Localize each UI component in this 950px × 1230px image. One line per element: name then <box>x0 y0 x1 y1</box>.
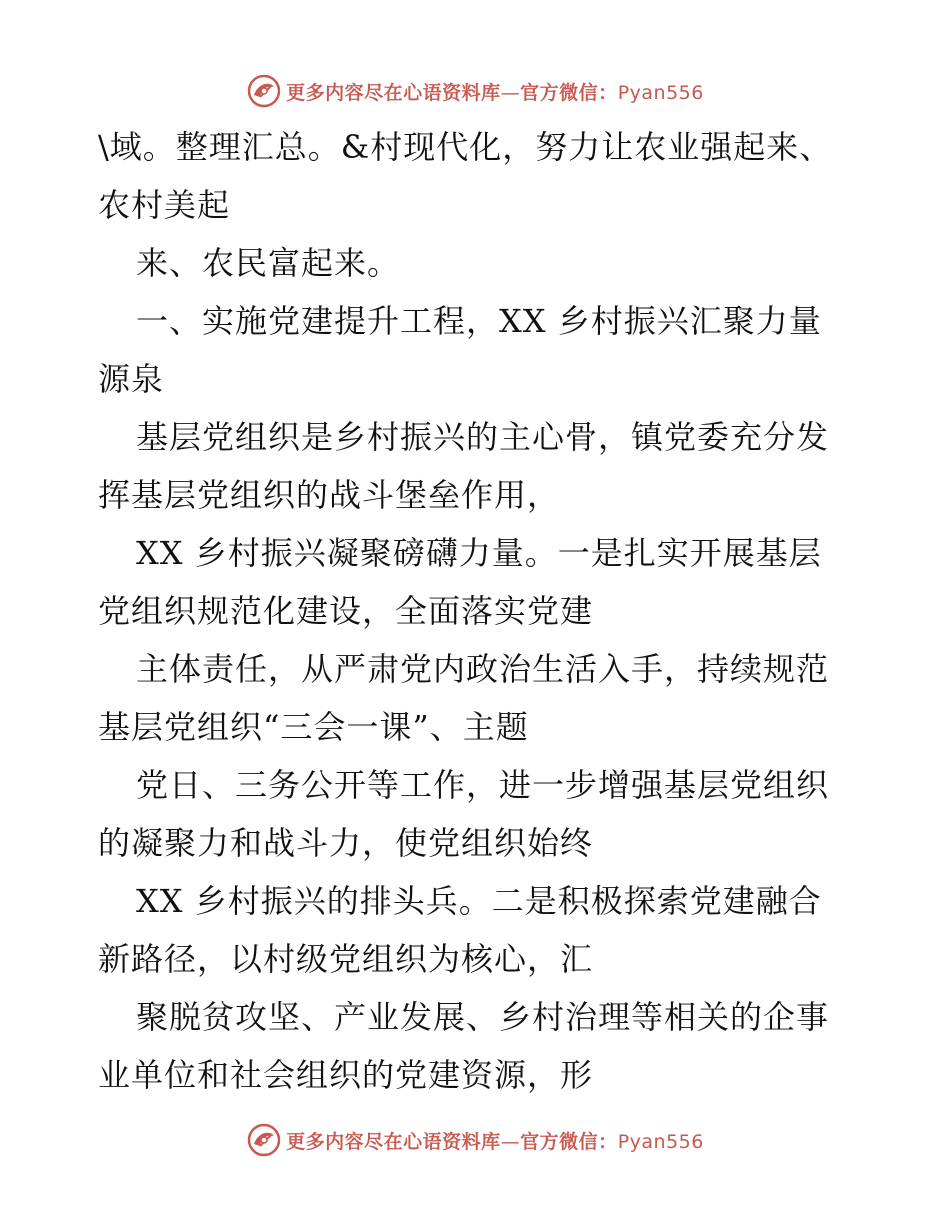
banner-wechat-id: Pyan556 <box>617 81 704 104</box>
header-banner <box>0 71 950 111</box>
text-line: XX 乡村振兴凝聚磅礴力量。一是扎实开展基层 <box>136 534 822 572</box>
text-line: XX 乡村振兴的排头兵。二是积极探索党建融合 <box>136 882 822 920</box>
banner-wechat-id: Pyan556 <box>617 1130 704 1153</box>
banner-main-text: 更多内容尽在心语资料库 <box>286 81 501 104</box>
text-line: 农村美起 <box>98 186 231 224</box>
text-line: 挥基层党组织的战斗堡垒作用， <box>98 476 561 514</box>
text-line: 基层党组织“三会一课”、主题 <box>98 708 529 746</box>
banner-dash: — <box>500 81 521 104</box>
text-line: 的凝聚力和战斗力，使党组织始终 <box>98 824 594 862</box>
banner-sub-text: 官方微信： <box>520 81 618 104</box>
text-line: 聚脱贫攻坚、产业发展、乡村治理等相关的企事 <box>136 998 830 1036</box>
banner-dash: — <box>500 1130 521 1153</box>
footer-banner <box>0 1120 950 1160</box>
text-line: 源泉 <box>98 360 165 398</box>
text-line: 一、实施党建提升工程，XX 乡村振兴汇聚力量 <box>136 302 822 340</box>
swirl-logo-icon <box>246 73 282 109</box>
banner-main-text: 更多内容尽在心语资料库 <box>286 1130 501 1153</box>
swirl-logo-icon <box>246 1122 282 1158</box>
banner-sub-text: 官方微信： <box>520 1130 618 1153</box>
text-line: 新路径，以村级党组织为核心，汇 <box>98 940 594 978</box>
document-body <box>98 118 858 1104</box>
text-line: 主体责任，从严肃党内政治生活入手，持续规范 <box>136 650 830 688</box>
text-line: 业单位和社会组织的党建资源，形 <box>98 1056 594 1094</box>
banner-text <box>286 78 704 105</box>
text-line: 党日、三务公开等工作，进一步增强基层党组织 <box>136 766 830 804</box>
text-line: \域。整理汇总。&村现代化，努力让农业强起来、 <box>98 128 833 166</box>
text-line: 基层党组织是乡村振兴的主心骨，镇党委充分发 <box>136 418 830 456</box>
text-line: 来、农民富起来。 <box>136 244 401 282</box>
text-line: 党组织规范化建设，全面落实党建 <box>98 592 594 630</box>
banner-text <box>286 1127 704 1154</box>
